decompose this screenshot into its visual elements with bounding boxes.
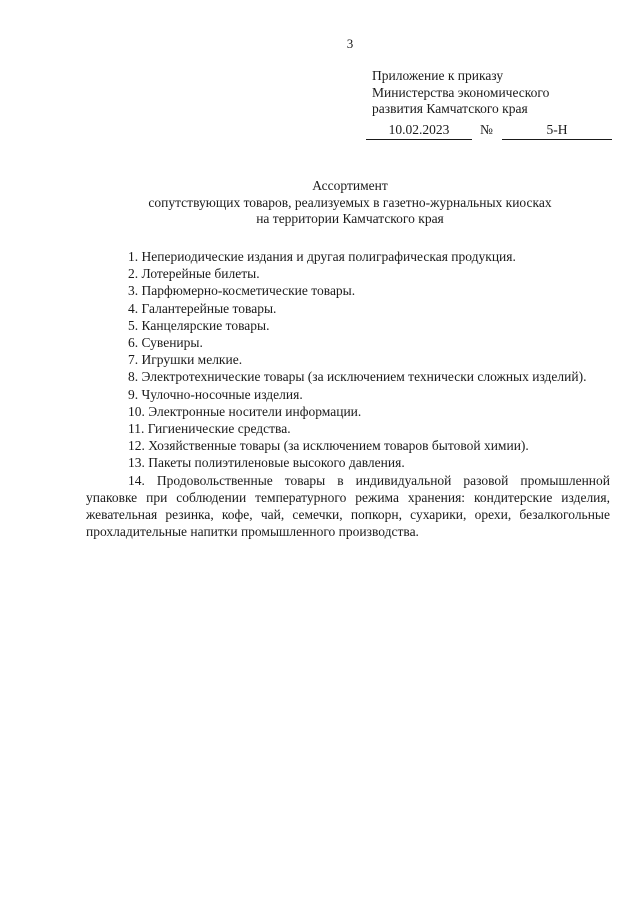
list-item: 12. Хозяйственные товары (за исключением товаров бытовой химии). [128,438,529,454]
list-item: 8. Электротехнические товары (за исключением технически сложных изделий). [128,369,587,385]
list-item: 4. Галантерейные товары. [128,300,277,316]
list-item: 1. Непериодические издания и другая полиграфическая продукция. [128,249,516,264]
goods-list [86,248,610,540]
list-item: 14. Продовольственные товары в индивидуальной разовой промышленной упаковке при соблюдении температурного режима хранения: кондитерские изделия, жевательная резинка, кофе, чай, семечки, попкорн, сухарики, орехи, безалкогольные прохладительные напитки промышленного производства. [86,472,610,540]
list-item: 9. Чулочно-носочные изделия. [128,386,303,402]
title-line: сопутствующих товаров, реализуемых в газетно-журнальных киосках [148,194,552,210]
appendix-header [372,68,612,118]
order-details [366,122,612,140]
list-item: 3. Парфюмерно-косметические товары. [128,283,356,299]
list-item: 6. Сувениры. [128,335,203,351]
list-item: 10. Электронные носители информации. [128,403,362,419]
list-item: 13. Пакеты полиэтиленовые высокого давления. [128,455,405,471]
list-item: 2. Лотерейные билеты. [128,266,260,282]
list-item: 5. Канцелярские товары. [128,317,270,333]
title-line: Ассортимент [312,178,388,193]
page-number: 3 [346,36,354,51]
title-line: на территории Камчатского края [256,211,444,226]
order-date: 10.02.2023 [366,122,472,140]
list-item: 7. Игрушки мелкие. [128,352,243,368]
list-item: 11. Гигиенические средства. [128,421,291,437]
order-number: 5-Н [502,122,612,140]
appendix-line: Приложение к приказу [372,68,504,83]
appendix-line: Министерства экономического [372,84,550,100]
document-title [86,178,614,228]
order-number-sign: № [480,122,493,137]
appendix-line: развития Камчатского края [372,101,528,116]
